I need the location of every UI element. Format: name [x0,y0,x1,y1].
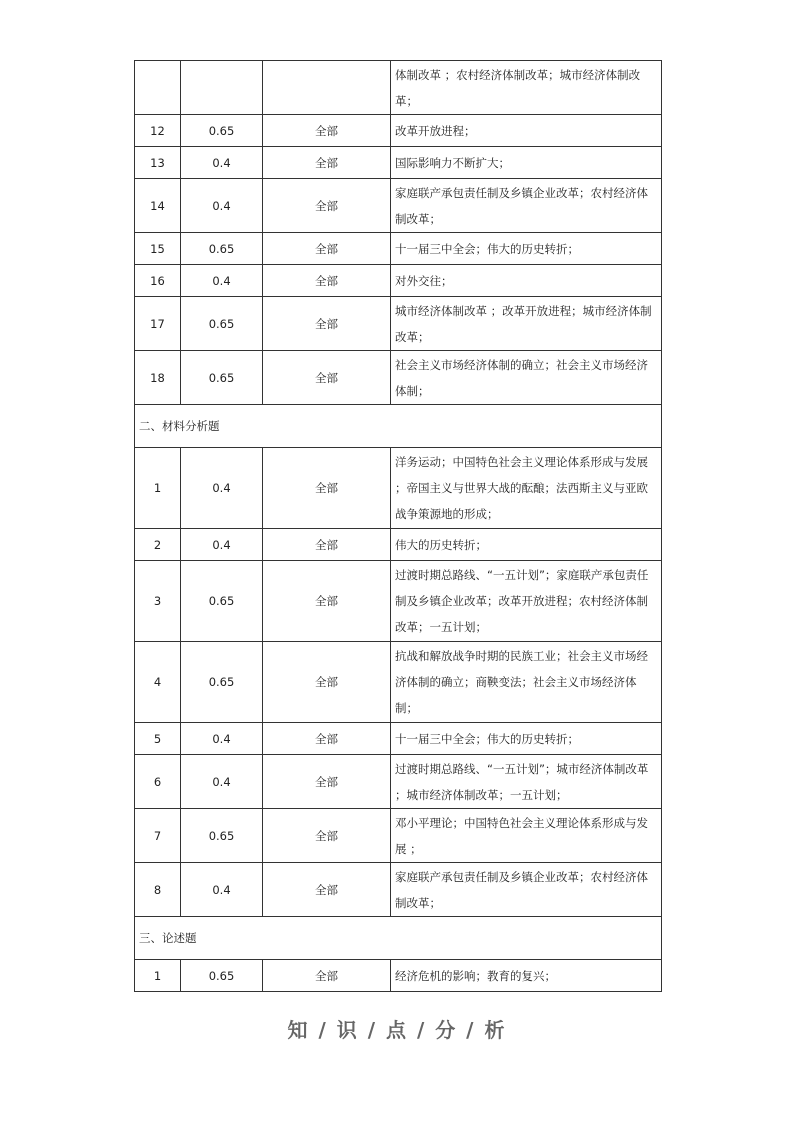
difficulty-value: 0.4 [181,147,263,179]
question-number: 6 [135,755,181,809]
scope-value: 全部 [263,723,391,755]
table-row [135,960,662,992]
difficulty-value: 0.65 [181,960,263,992]
knowledge-points: 经济危机的影响；教育的复兴； [391,960,662,992]
scope-value: 全部 [263,960,391,992]
difficulty-value: 0.65 [181,351,263,405]
question-number: 8 [135,863,181,917]
difficulty-value: 0.4 [181,265,263,297]
scope-value: 全部 [263,809,391,863]
scope-value: 全部 [263,351,391,405]
knowledge-point-table [134,60,662,992]
section-title-essay: 三、论述题 [135,917,662,960]
table-row [135,265,662,297]
table-row [135,115,662,147]
table-row [135,61,662,115]
knowledge-points: 家庭联产承包责任制及乡镇企业改革；农村经济体制改革； [391,179,662,233]
knowledge-points: 过渡时期总路线、“一五计划”；城市经济体制改革 ；城市经济体制改革；一五计划； [391,755,662,809]
scope-value: 全部 [263,115,391,147]
scope-value: 全部 [263,529,391,561]
scope-value: 全部 [263,642,391,723]
difficulty-value: 0.65 [181,115,263,147]
difficulty-value: 0.4 [181,863,263,917]
table-row [135,179,662,233]
section-row [135,405,662,448]
knowledge-points: 邓小平理论；中国特色社会主义理论体系形成与发展 ； [391,809,662,863]
question-number: 12 [135,115,181,147]
question-number [135,61,181,115]
scope-value: 全部 [263,265,391,297]
table-row [135,448,662,529]
scope-value: 全部 [263,179,391,233]
difficulty-value: 0.65 [181,561,263,642]
question-number: 2 [135,529,181,561]
knowledge-points: 对外交往； [391,265,662,297]
table-row [135,233,662,265]
scope-value: 全部 [263,448,391,529]
scope-value: 全部 [263,233,391,265]
difficulty-value: 0.65 [181,809,263,863]
difficulty-value: 0.4 [181,755,263,809]
question-number: 17 [135,297,181,351]
knowledge-points: 家庭联产承包责任制及乡镇企业改革；农村经济体制改革； [391,863,662,917]
table-body [135,61,662,992]
question-number: 1 [135,448,181,529]
question-number: 14 [135,179,181,233]
knowledge-points: 过渡时期总路线、“一五计划”；家庭联产承包责任制及乡镇企业改革；改革开放进程；农村经济体制改革；一五计划； [391,561,662,642]
table-row [135,147,662,179]
question-number: 7 [135,809,181,863]
question-number: 15 [135,233,181,265]
difficulty-value: 0.4 [181,179,263,233]
knowledge-points: 十一届三中全会；伟大的历史转折； [391,723,662,755]
table-row [135,809,662,863]
knowledge-points: 洋务运动；中国特色社会主义理论体系形成与发展 ；帝国主义与世界大战的酝酿；法西斯主义与亚欧战争策源地的形成； [391,448,662,529]
knowledge-points: 国际影响力不断扩大； [391,147,662,179]
question-number: 13 [135,147,181,179]
knowledge-points: 城市经济体制改革 ；改革开放进程；城市经济体制改革； [391,297,662,351]
knowledge-points: 社会主义市场经济体制的确立；社会主义市场经济体制； [391,351,662,405]
question-number: 5 [135,723,181,755]
scope-value: 全部 [263,561,391,642]
table-row [135,755,662,809]
difficulty-value: 0.65 [181,233,263,265]
knowledge-points: 体制改革 ；农村经济体制改革；城市经济体制改革； [391,61,662,115]
difficulty-value: 0.65 [181,642,263,723]
question-number: 4 [135,642,181,723]
difficulty-value [181,61,263,115]
difficulty-value: 0.4 [181,448,263,529]
difficulty-value: 0.4 [181,529,263,561]
question-number: 3 [135,561,181,642]
table-row [135,863,662,917]
section-heading-knowledge-analysis: 知 / 识 / 点 / 分 / 析 [287,1018,507,1042]
scope-value: 全部 [263,863,391,917]
difficulty-value: 0.4 [181,723,263,755]
question-number: 16 [135,265,181,297]
question-number: 1 [135,960,181,992]
difficulty-value: 0.65 [181,297,263,351]
table-row [135,561,662,642]
knowledge-points: 改革开放进程； [391,115,662,147]
knowledge-points: 伟大的历史转折； [391,529,662,561]
table-row [135,723,662,755]
section-title-material-analysis: 二、材料分析题 [135,405,662,448]
section-row [135,917,662,960]
knowledge-points: 十一届三中全会；伟大的历史转折； [391,233,662,265]
scope-value: 全部 [263,147,391,179]
knowledge-points: 抗战和解放战争时期的民族工业；社会主义市场经济体制的确立；商鞅变法；社会主义市场经济体制； [391,642,662,723]
table-row [135,297,662,351]
table-row [135,351,662,405]
scope-value: 全部 [263,755,391,809]
table-row [135,529,662,561]
scope-value [263,61,391,115]
question-number: 18 [135,351,181,405]
table-row [135,642,662,723]
scope-value: 全部 [263,297,391,351]
